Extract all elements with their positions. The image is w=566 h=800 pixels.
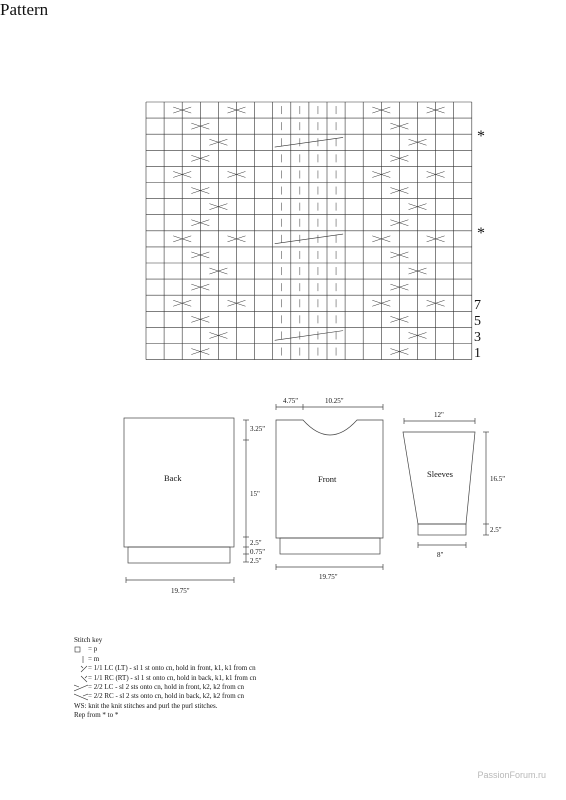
repeat-start-star: * (477, 128, 485, 145)
purl-square-icon (74, 646, 88, 653)
rc-1-1-icon (74, 675, 88, 682)
ws-note: WS: knit the knit stitches and purl the purl stitches. (74, 701, 218, 710)
stitch-key-item: = m (74, 655, 256, 664)
back-label: Back (164, 473, 182, 483)
back-width: 19.75" (171, 587, 190, 595)
watermark: PassionForum.ru (477, 770, 546, 780)
stitch-key-item: = 2/2 RC - sl 2 sts onto cn, hold in back, k2, k2 from cn (74, 692, 256, 701)
row-label-3: 3 (474, 330, 481, 345)
front-label: Front (318, 474, 337, 484)
sleeves-label: Sleeves (427, 469, 453, 479)
stitch-key-item: = 1/1 RC (RT) - sl 1 st onto cn, hold in back, k1, k1 from cn (74, 674, 256, 683)
lc-2-2-icon (74, 684, 88, 691)
sleeves-length: 16.5" (490, 475, 506, 483)
stitch-key-item: = 1/1 LC (LT) - sl 1 st onto cn, hold in front, k1, k1 from cn (74, 664, 256, 673)
front-width: 19.75" (319, 573, 338, 581)
stitch-key-item: = 2/2 LC - sl 2 sts onto cn, hold in front, k2, k2 from cn (74, 683, 256, 692)
lc-1-1-icon (74, 665, 88, 672)
row-label-7: 7 (474, 298, 481, 313)
row-label-5: 5 (474, 314, 481, 329)
back-meas-body: 15" (250, 490, 260, 498)
sleeves-top: 12" (434, 411, 444, 419)
rc-2-2-icon (74, 693, 88, 700)
pattern-title: Pattern (0, 0, 49, 19)
sleeves-schematic (403, 418, 489, 548)
back-meas-a: 2.5" (250, 539, 262, 547)
stitch-key (74, 636, 256, 721)
stitch-key-item: = p (74, 645, 256, 654)
sleeves-cuff: 2.5" (490, 526, 502, 534)
front-meas-shoulder: 4.75" (283, 397, 299, 405)
knit-bar-icon (74, 656, 88, 663)
stitch-key-heading: Stitch key (74, 636, 103, 644)
sleeves-bottom: 8" (437, 551, 444, 559)
back-meas-c: 2.5" (250, 557, 262, 565)
back-meas-top: 3.25" (250, 425, 266, 433)
front-meas-neck: 10.25" (325, 397, 344, 405)
repeat-end-star: * (477, 225, 485, 242)
row-label-1: 1 (474, 346, 481, 361)
back-schematic (124, 418, 249, 583)
back-meas-b: 0.75" (250, 548, 266, 556)
front-schematic (276, 404, 383, 570)
rep-note: Rep from * to * (74, 711, 119, 720)
